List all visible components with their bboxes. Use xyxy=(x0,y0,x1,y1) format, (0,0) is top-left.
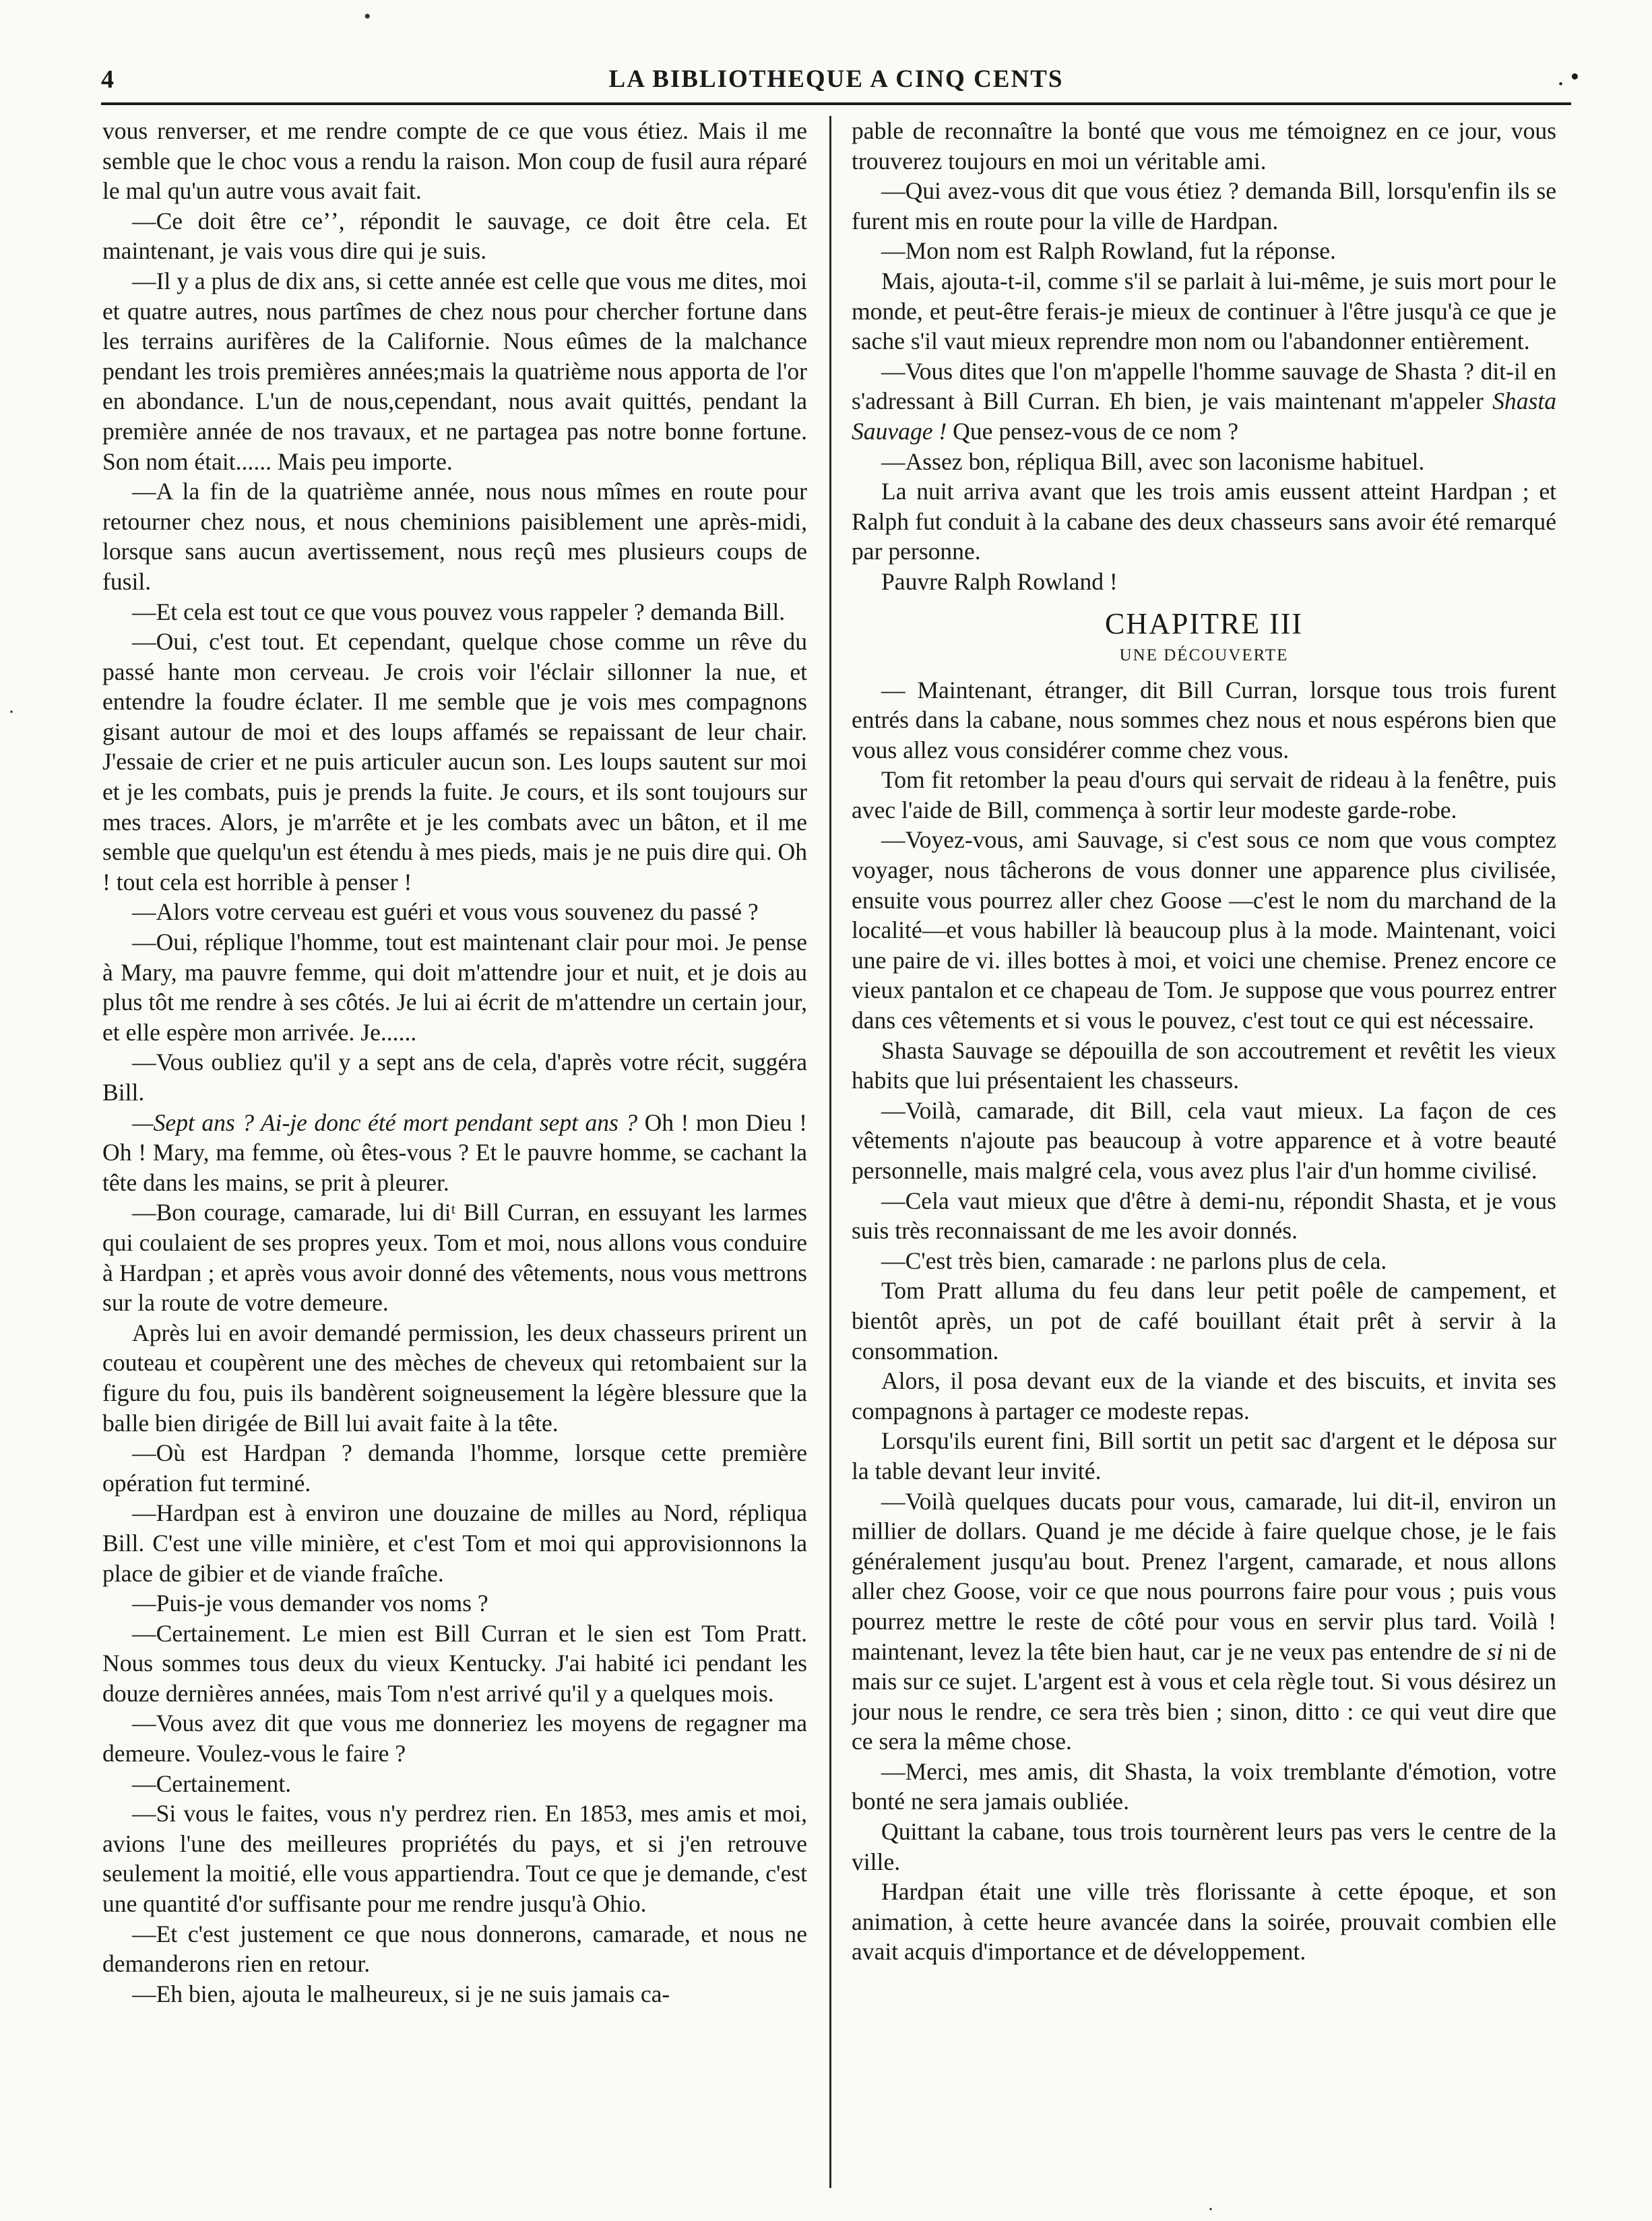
paragraph-text: —Bon courage, camarade, lui diᵗ Bill Curran, en essuyant les larmes qui coulaient de ses propres yeux. Tom et moi, nous allons vous conduire à Hardpan ; et après vous avoir donné des vêtements, nous vous mettrons sur la route de votre demeure. xyxy=(102,1199,807,1317)
paragraph-text: Tom fit retomber la peau d'ours qui servait de rideau à la fenêtre, puis avec l'aide de Bill, commença à sortir leur modeste garde-robe. xyxy=(852,766,1556,823)
paragraph xyxy=(102,206,807,266)
publication-title: LA BIBLIOTHEQUE A CINQ CENTS xyxy=(608,65,1064,93)
paragraph xyxy=(102,1438,807,1498)
chapter-subtitle: UNE DÉCOUVERTE xyxy=(1119,646,1289,664)
paragraph xyxy=(852,1246,1556,1276)
paragraph-text: Pauvre Ralph Rowland ! xyxy=(881,567,1118,595)
paragraph-text: — Maintenant, étranger, dit Bill Curran, lorsque tous trois furent entrés dans la cabane, nous sommes chez nous et nous espérons bien que vous allez vous considérer comme chez vous. xyxy=(852,676,1556,763)
italic-text: —Sept ans ? Ai-je donc été mort pendant sept ans ? xyxy=(132,1108,638,1136)
paragraph-text: —C'est très bien, camarade : ne parlons plus de cela. xyxy=(881,1247,1387,1274)
paragraph xyxy=(102,1798,807,1918)
paragraph-text: —Qui avez-vous dit que vous étiez ? demanda Bill, lorsqu'enfin ils se furent mis en route pour la ville de Hardpan. xyxy=(852,177,1556,234)
paragraph-text: —Certainement. xyxy=(132,1770,292,1797)
paragraph-text: La nuit arriva avant que les trois amis eussent atteint Hardpan ; et Ralph fut conduit à la cabane des deux chasseurs sans avoir été remarqué par personne. xyxy=(852,478,1556,565)
paragraph xyxy=(852,1366,1556,1426)
paragraph xyxy=(852,176,1556,236)
paragraph xyxy=(852,1487,1556,1757)
paragraph xyxy=(102,897,807,927)
header-ornament: . • xyxy=(1557,63,1579,91)
left-column xyxy=(102,116,807,2185)
right-column-before-chapter xyxy=(852,116,1556,597)
paragraph xyxy=(102,1708,807,1768)
paragraph-text: Lorsqu'ils eurent fini, Bill sortit un petit sac d'argent et le déposa sur la table devant leur invité. xyxy=(852,1427,1556,1484)
paragraph-text: —Voyez-vous, ami Sauvage, si c'est sous ce nom que vous comptez voyager, nous tâcherons de vous donner une apparence plus civilisée, ensuite vous pourrez aller chez Goose —c'est le nom du marchand de la localité—et vous habiller là beaucoup plus à la mode. Maintenant, voici une paire de vi. illes bottes à moi, et voici une chemise. Prenez encore ce vieux pantalon et ce chapeau de Tom. Je suppose que vous pourrez entrer dans ces vêtements et si vous le pouvez, c'est tout ce qui est nécessaire. xyxy=(852,826,1556,1034)
paragraph-text: —Hardpan est à environ une douzaine de milles au Nord, répliqua Bill. C'est une ville minière, et c'est Tom et moi qui approvisionnons la place de gibier et de viande fraîche. xyxy=(102,1499,807,1587)
paragraph-text: —Et cela est tout ce que vous pouvez vous rappeler ? demanda Bill. xyxy=(132,598,786,625)
page-header xyxy=(101,62,1579,105)
paragraph-text: —Assez bon, répliqua Bill, avec son laconisme habituel. xyxy=(881,447,1425,475)
paragraph-text: Mais, ajouta-t-il, comme s'il se parlait à lui-même, je suis mort pour le monde, et peut-être ferais-je mieux de continuer à l'être jusqu'à ce que je sache s'il vaut mieux reprendre mon nom ou l'abandonner entièrement. xyxy=(852,267,1556,355)
paragraph xyxy=(852,1186,1556,1246)
paragraph-text: —Cela vaut mieux que d'être à demi-nu, répondit Shasta, et je vous suis très reconnaissant de me les avoir donnés. xyxy=(852,1187,1556,1245)
right-column-after-chapter xyxy=(852,675,1556,1968)
paragraph-text: —Vous dites que l'on m'appelle l'homme sauvage de Shasta ? dit-il en s'adressant à Bill Curran. Eh bien, je vais maintenant m'appeler xyxy=(852,357,1556,415)
paragraph xyxy=(852,1426,1556,1486)
paragraph-text: vous renverser, et me rendre compte de ce que vous étiez. Mais il me semble que le choc vous a rendu la raison. Mon coup de fusil aura réparé le mal qu'un autre vous avait fait. xyxy=(102,117,807,205)
paragraph-text: pable de reconnaître la bonté que vous me témoignez en ce jour, vous trouverez toujours en moi un véritable ami. xyxy=(852,117,1556,175)
paragraph-text: —Si vous le faites, vous n'y perdrez rien. En 1853, mes amis et moi, avions l'une des meilleures propriétés du pays, et si j'en retrouve seulement la moitié, elle vous appartiendra. Tout ce que je demande, c'est une quantité d'or suffisante pour me rendre jusqu'à Ohio. xyxy=(102,1800,807,1918)
paragraph xyxy=(852,825,1556,1035)
paragraph-text: —Puis-je vous demander vos noms ? xyxy=(132,1590,488,1617)
paragraph xyxy=(852,356,1556,447)
paragraph-text: Hardpan était une ville très florissante à cette époque, et son animation, à cette heure avancée dans la soirée, prouvait combien elle avait acquis d'importance et de développement. xyxy=(852,1878,1556,1966)
paragraph-text: —Mon nom est Ralph Rowland, fut la réponse. xyxy=(881,237,1336,265)
paragraph-text: —Oui, c'est tout. Et cependant, quelque chose comme un rêve du passé hante mon cerveau. Je crois voir l'éclair sillonner la nue, et entendre la foudre éclater. Il me semble que je vois mes compagnons gisant autour de moi et des loups affamés se repaissant de leur chair. J'essaie de crier et ne puis articuler aucun son. Les loups sautent sur moi et je les combats, puis je prends la fuite. Je cours, et ils sont toujours sur mes traces. Alors, je m'arrête et je les combats avec un bâton, et il me semble que quelqu'un est étendu à mes pieds, mais je ne puis dire qui. Oh ! tout cela est horrible à penser ! xyxy=(102,628,807,896)
paragraph xyxy=(102,1619,807,1709)
paragraph xyxy=(102,927,807,1047)
paragraph-text: Alors, il posa devant eux de la viande et des biscuits, et invita ses compagnons à partager ce modeste repas. xyxy=(852,1367,1556,1425)
paragraph xyxy=(102,1769,807,1799)
paragraph-text: —Vous oubliez qu'il y a sept ans de cela, d'après votre récit, suggéra Bill. xyxy=(102,1049,807,1106)
paragraph-text: Après lui en avoir demandé permission, les deux chasseurs prirent un couteau et coupèrent une des mèches de cheveux qui retombaient sur la figure du fou, puis ils bandèrent soigneusement la légère blessure que la balle bien dirigée de Bill lui avait faite à la tête. xyxy=(102,1319,807,1437)
paragraph xyxy=(102,1047,807,1107)
paragraph-text: —Oui, réplique l'homme, tout est maintenant clair pour moi. Je pense à Mary, ma pauvre femme, qui doit m'attendre jour et nuit, et je dois au plus tôt me rendre à ses côtés. Je lui ai écrit de m'attendre un certain jour, et elle espère mon arrivée. Je...... xyxy=(102,929,807,1046)
paragraph-text: —Eh bien, ajouta le malheureux, si je ne suis jamais ca- xyxy=(132,1980,670,2007)
paragraph xyxy=(852,1036,1556,1096)
paragraph xyxy=(102,1318,807,1438)
print-speck: · xyxy=(8,701,15,723)
paragraph xyxy=(102,1197,807,1317)
paragraph-text: —A la fin de la quatrième année, nous nous mîmes en route pour retourner chez nous, et nous cheminions paisiblement une après-midi, lorsque sans aucun avertissement, nous reçû mes plusieurs coups de fusil. xyxy=(102,478,807,595)
paragraph xyxy=(852,1817,1556,1877)
paragraph-text: —Vous avez dit que vous me donneriez les moyens de regagner ma demeure. Voulez-vous le faire ? xyxy=(102,1710,807,1768)
paragraph-text-after: ni de mais sur ce sujet. L'argent est à vous et cela règle tout. Si vous désirez un jour nous le rendre, ce sera très bien ; sinon, ditto : ce qui veut dire que ce sera la même chose. xyxy=(852,1637,1556,1755)
paragraph xyxy=(102,1108,807,1198)
paragraph xyxy=(852,1276,1556,1366)
paragraph xyxy=(102,597,807,627)
paragraph-text: —Alors votre cerveau est guéri et vous vous souvenez du passé ? xyxy=(132,898,759,926)
paragraph-text: —Voilà quelques ducats pour vous, camarade, lui dit-il, environ un millier de dollars. Quand je me décide à faire quelque chose, je le fais généralement jusqu'au bout. Prenez l'argent, camarade, et nous allons aller chez Goose, voir ce que nous pourrons faire pour vous ; puis vous pourrez mettre le reste de côté pour vous en servir plus tard. Voilà ! maintenant, levez la tête bien haut, car je ne veux pas entendre de xyxy=(852,1487,1556,1665)
paragraph-text: —Merci, mes amis, dit Shasta, la voix tremblante d'émotion, votre bonté ne sera jamais oubliée. xyxy=(852,1757,1556,1815)
paragraph-text: Shasta Sauvage se dépouilla de son accoutrement et revêtit les vieux habits que lui présentaient les chasseurs. xyxy=(852,1036,1556,1094)
paragraph-text: —Où est Hardpan ? demanda l'homme, lorsque cette première opération fut terminé. xyxy=(102,1439,807,1497)
print-speck: • xyxy=(364,5,371,28)
paragraph xyxy=(852,1096,1556,1186)
page-number: 4 xyxy=(101,65,114,94)
paragraph-text: —Certainement. Le mien est Bill Curran et le sien est Tom Pratt. Nous sommes tous deux du vieux Kentucky. J'ai habité ici pendant les douze dernières années, mais Tom n'est arrivé qu'il y a quelques mois. xyxy=(102,1619,807,1707)
right-column xyxy=(852,116,1556,2185)
paragraph xyxy=(102,1919,807,1979)
paragraph xyxy=(852,236,1556,266)
paragraph xyxy=(852,1877,1556,1967)
paragraph xyxy=(102,1979,807,2009)
paragraph xyxy=(852,447,1556,477)
paragraph xyxy=(852,476,1556,567)
paragraph xyxy=(102,1498,807,1588)
paragraph xyxy=(102,266,807,476)
italic-text: Shasta Sauvage ! xyxy=(852,387,1556,445)
paragraph-text: Tom Pratt alluma du feu dans leur petit poêle de campement, et bientôt après, un pot de café bouillant était prêt à servir à la consommation. xyxy=(852,1277,1556,1365)
paragraph xyxy=(852,567,1556,597)
paragraph-text: —Et c'est justement ce que nous donnerons, camarade, et nous ne demanderons rien en retour. xyxy=(102,1920,807,1978)
paragraph xyxy=(102,627,807,897)
paragraph-text: Quittant la cabane, tous trois tournèrent leurs pas vers le centre de la ville. xyxy=(852,1818,1556,1875)
paragraph-text-after: Que pensez-vous de ce nom ? xyxy=(947,417,1238,445)
italic-text: si xyxy=(1486,1637,1503,1665)
print-speck: · xyxy=(1207,2198,1214,2220)
paragraph-text: —Voilà, camarade, dit Bill, cela vaut mieux. La façon de ces vêtements n'ajoute pas beaucoup à votre apparence et à votre beauté personnelle, mais malgré cela, vous avez plus l'air d'un homme civilisé. xyxy=(852,1096,1556,1184)
paragraph xyxy=(852,266,1556,356)
column-divider xyxy=(829,116,831,2188)
paragraph-text: —Il y a plus de dix ans, si cette année est celle que vous me dites, moi et quatre autres, nous partîmes de chez nous pour chercher fortune dans les terrains aurifères de la Californie. Nous eûmes de la malchance pendant les trois premières années;mais la quatrième nous apporta de l'or en abondance. L'un de nous,cependant, nous avait quittés, pendant la première année de nos travaux, et ne partagea pas notre bonne fortune. Son nom était...... Mais peu importe. xyxy=(102,267,807,475)
chapter-title: CHAPITRE III xyxy=(1104,606,1304,640)
paragraph-text: Oh ! mon Dieu ! Oh ! Mary, ma femme, où êtes-vous ? Et le pauvre homme, se cachant la tête dans les mains, se prit à pleurer. xyxy=(102,1108,807,1196)
paragraph xyxy=(102,476,807,596)
paragraph xyxy=(102,116,807,206)
paragraph xyxy=(102,1588,807,1619)
paragraph xyxy=(852,116,1556,176)
paragraph xyxy=(852,765,1556,825)
paragraph xyxy=(852,1757,1556,1817)
paragraph-text: —Ce doit être ceʼʼ, répondit le sauvage, ce doit être cela. Et maintenant, je vais vous dire qui je suis. xyxy=(102,207,807,265)
paragraph xyxy=(852,675,1556,765)
